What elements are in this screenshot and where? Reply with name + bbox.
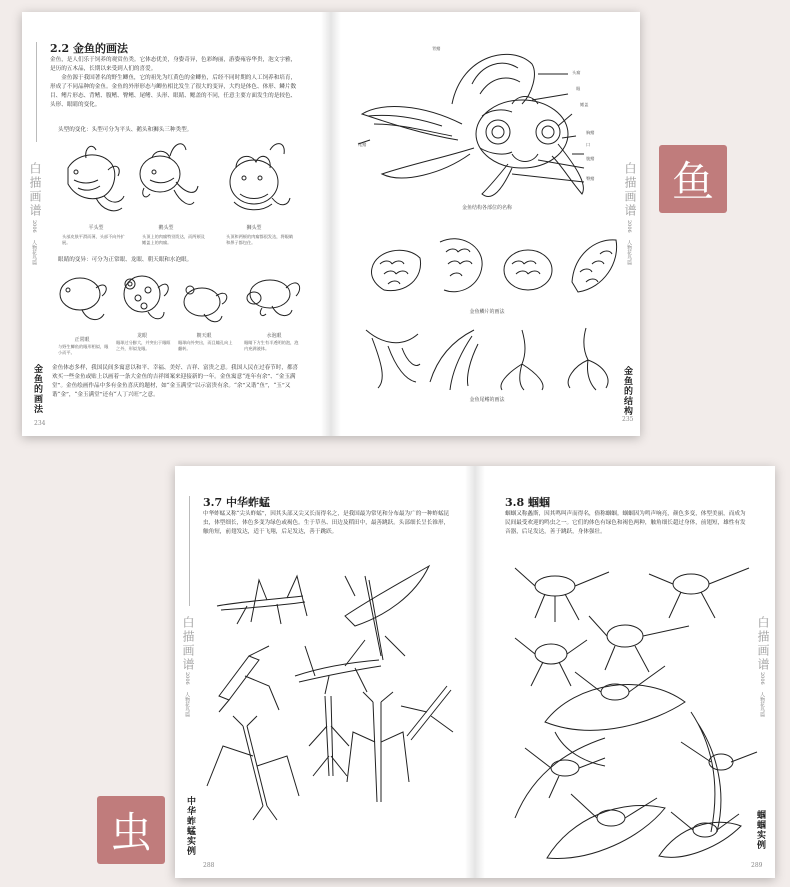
bubble-eye-desc: 眼睛下方生有半透明的泡，泡内充满液体。 — [244, 340, 299, 351]
lower-side-subtitle-right: 人物花鸟篇 — [759, 692, 765, 717]
dragon-eye-goldfish-drawing — [114, 264, 174, 324]
goose-head-goldfish-drawing — [130, 136, 200, 216]
tailfin-drawing-4 — [556, 324, 616, 394]
insect-character-stamp: 虫 — [97, 796, 165, 864]
tailfin-drawing-2 — [424, 326, 484, 396]
anatomy-label-eye: 眼 — [576, 86, 581, 91]
tailfin-drawing-1 — [362, 324, 422, 394]
side-brand-title-right: 白描画谱 — [623, 162, 637, 218]
lion-head-desc: 头顶和两颊的肉瘤都很发达，将眼睛和鼻子都包住。 — [226, 234, 294, 245]
goose-head-label: 鹅头型 — [158, 225, 174, 231]
katydid-leaf-drawing-3 — [541, 778, 671, 868]
celestial-eye-desc: 眼球向外突出，而且瞳孔向上翻转。 — [178, 340, 233, 351]
normal-eye-desc: 与野生鲫鱼的眼形相似，眼小而平。 — [58, 344, 109, 355]
celestial-eye-label: 朝天眼 — [196, 333, 212, 339]
grasshopper-vertical-label: 中华蚱蜢实例 — [185, 796, 195, 856]
lower-side-brand-left: 白描画谱 — [181, 616, 195, 672]
fish-section-title: 2.2 金鱼的画法 — [50, 42, 128, 55]
fish-left-vertical-label: 金鱼的画法 — [32, 364, 42, 414]
figure3-caption: 金鱼尾鳍的画法 — [469, 397, 505, 403]
page-number-289: 289 — [751, 862, 763, 869]
katydid-right-page — [475, 466, 775, 878]
fish-right-page — [332, 12, 640, 436]
tailfin-drawing-3 — [492, 324, 552, 394]
side-subtitle-right: 人物花鸟篇 — [626, 240, 632, 265]
scales-drawing-2 — [430, 232, 490, 302]
scales-drawing-4 — [564, 232, 624, 302]
normal-eye-label: 正常眼 — [74, 337, 90, 343]
katydid-vertical-label: 蝈蝈实例 — [755, 810, 765, 850]
bubble-eye-label: 水泡眼 — [266, 333, 282, 339]
scales-drawing-3 — [498, 240, 558, 300]
anatomy-label-ventral: 腹鳍 — [586, 156, 595, 161]
grasshopper-intro: 中华蚱蜢又称“尖头蚱蜢”，因其头部又尖又长而得名之，是我国最为常见和分布最为广的一种蚱蜢昆虫，体型细长，体色多变为绿色或褐色。生于草丛、田边及稻田中，最善跳跃。头部细长呈长锥形，触角短，前翅发达，适于飞翔，后足发达，善于跳跃。 — [203, 511, 450, 535]
side-edition-right: 2006 — [626, 220, 632, 233]
lower-left-margin-rule — [189, 496, 190, 606]
lower-side-edition-left: 2006 — [184, 672, 190, 685]
flat-head-goldfish-drawing — [56, 140, 126, 220]
katydid-section-title: 3.8 蝈蝈 — [505, 496, 550, 509]
page-number-234: 234 — [34, 420, 46, 427]
anatomy-label-mouth: 口 — [586, 142, 591, 147]
side-subtitle-left: 人物花鸟篇 — [31, 240, 37, 265]
grasshopper-section-title: 3.7 中华蚱蜢 — [203, 496, 270, 509]
side-brand-title-left: 白描画谱 — [28, 162, 42, 218]
goose-head-desc: 头顶上的肉瘤特别发达，而两颊及鳃盖上的肉瘤。 — [142, 234, 205, 245]
anatomy-label-dorsal: 背鳍 — [432, 46, 441, 51]
figure1-caption: 金鱼结构各部位的名称 — [461, 205, 512, 211]
lion-head-goldfish-drawing — [214, 138, 294, 218]
grasshopper-drawing-8 — [397, 676, 457, 746]
lower-side-subtitle-left: 人物花鸟篇 — [184, 692, 190, 717]
upper-book-spread — [22, 12, 640, 436]
katydid-leaf-drawing-4 — [655, 796, 745, 866]
lion-head-label: 狮头型 — [246, 225, 262, 231]
grasshopper-drawing-5 — [203, 716, 303, 826]
grasshopper-drawing-3 — [209, 636, 289, 716]
bubble-eye-goldfish-drawing — [236, 268, 306, 328]
normal-eye-goldfish-drawing — [52, 268, 112, 328]
side-edition-left: 2006 — [31, 220, 37, 233]
lower-side-brand-right: 白描画谱 — [756, 616, 770, 672]
anatomy-label-anal: 臀鳍 — [586, 176, 595, 181]
grasshopper-left-page — [175, 466, 475, 878]
dragon-eye-desc: 眼球过分膨大，并突出于眼眶之外，形似龙眼。 — [116, 340, 171, 351]
page-number-235: 235 — [622, 416, 634, 423]
lower-side-edition-right: 2006 — [759, 672, 765, 685]
fish-left-page — [22, 12, 330, 436]
anatomy-label-pectoral: 胸鳍 — [586, 130, 595, 135]
anatomy-label-gill-cover: 鳃盖 — [580, 102, 589, 107]
fish-eye-types-line: 眼睛的变异：可分为正常眼、龙眼、朝天眼和水泡眼。 — [58, 257, 193, 263]
flat-head-desc: 头部皮肤平滑而薄，头部不向外扩展。 — [62, 234, 125, 245]
anatomy-label-headgrowth: 头瘤 — [572, 70, 581, 75]
scales-drawing-1 — [366, 238, 426, 298]
celestial-eye-goldfish-drawing — [172, 270, 232, 330]
fish-culture-paragraph: 金鱼体态多样，我国民间多寓意以和平、幸福、美好、吉祥、富贵之意。我国人民在过春节时，都喜欢买一些金鱼或贴上以画着一条大金鱼的吉祥图案来迎接新的一年。金鱼寓意“连年有余”、“金玉满堂”。金鱼绘画作品中多有金鱼喜庆的题材，如“金玉满堂”以示富贵有余。“余”又谐“鱼”，“玉”又谐“金”，“金玉满堂”还有“人丁兴旺”之意。 — [52, 365, 299, 398]
katydid-intro: 蝈蝈又称螽斯，因其鸣叫声而得名，俗称蝈蝈。蝈蝈因为鸣声响亮，颜色多变，体型美丽，而成为民间最受欢迎的鸣虫之一。它们的体色有绿色和褐色两种，触角细长超过身体，前翅短，雄性有发音器，后足发达，善于跳跃，身体强壮。 — [505, 511, 746, 535]
grasshopper-drawing-1 — [207, 566, 317, 626]
page-number-288: 288 — [203, 862, 215, 869]
fish-intro-paragraph: 金鱼，是人们乐于饲养的观赏鱼类。它体态优美，身姿奇异，色彩绚丽，游姿雍容华贵，泡文字雅，是历的五木品，长期以来受到人们的喜爱。 金鱼源于我国著名的野生鲫鱼，它的祖先为红黄色的金鲫鱼，后经不同时期的人工饲养和培育，形成了不同品种的金鱼。金鱼的外形形态与鲫鱼相比发生了很大的变异，大约是体色、体形、鳞片数目、鳍片形态、背鳍、腹鳍、臀鳍、尾鳍、头形、眼睛、鳃盖的不同，任意主要方面发生的是较色、头形、眼睛的变化。 — [50, 57, 297, 108]
lower-book-spread — [175, 466, 775, 878]
fish-right-vertical-label: 金鱼的结构 — [622, 366, 632, 416]
flat-head-label: 平头型 — [88, 225, 104, 231]
goldfish-anatomy-drawing — [362, 44, 602, 204]
figure2-caption: 金鱼鳞片的画法 — [469, 309, 505, 315]
dragon-eye-label: 龙眼 — [136, 333, 147, 339]
fish-character-stamp: 鱼 — [659, 145, 727, 213]
left-margin-rule — [36, 42, 37, 142]
fish-head-types-line: 头型的变化：头型可分为平头、鹅头和狮头三种类型。 — [58, 127, 193, 133]
anatomy-label-caudal: 尾鳍 — [358, 142, 367, 147]
